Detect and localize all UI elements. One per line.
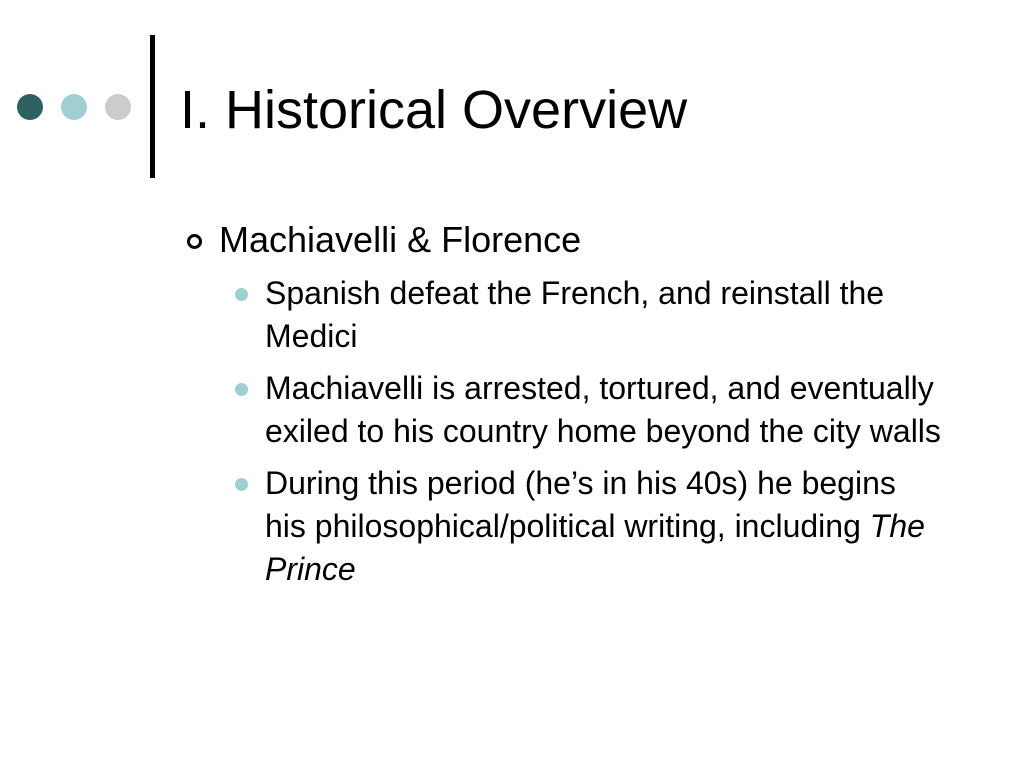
dot-bullet-icon xyxy=(235,383,248,396)
dot-bullet-icon xyxy=(235,478,248,491)
decorative-dot-teal xyxy=(61,94,87,120)
bullet-text: Machiavelli & Florence xyxy=(219,219,582,260)
slide-body xyxy=(185,218,945,600)
bullet-item xyxy=(185,218,945,262)
slide-title: I. Historical Overview xyxy=(180,80,688,140)
sub-bullet-item xyxy=(231,272,945,358)
sub-bullet-text: Machiavelli is arrested, tortured, and eventually exiled to his country home beyond the city walls xyxy=(265,370,941,449)
book-title-emphasis: The Prince xyxy=(265,508,925,587)
sub-bullet-text: Spanish defeat the French, and reinstall the Medici xyxy=(265,275,885,354)
dot-bullet-icon xyxy=(235,288,248,301)
sub-bullet-text: During this period (he’s in his 40s) he begins his philosophical/political writing, including xyxy=(265,465,896,544)
sub-bullet-list xyxy=(185,272,945,591)
ring-bullet-icon xyxy=(187,234,202,249)
sub-bullet-item xyxy=(231,367,945,453)
sub-bullet-item xyxy=(231,462,945,591)
decorative-dot-gray xyxy=(105,94,131,120)
title-divider-line xyxy=(150,35,155,178)
decorative-dot-dark xyxy=(17,94,43,120)
